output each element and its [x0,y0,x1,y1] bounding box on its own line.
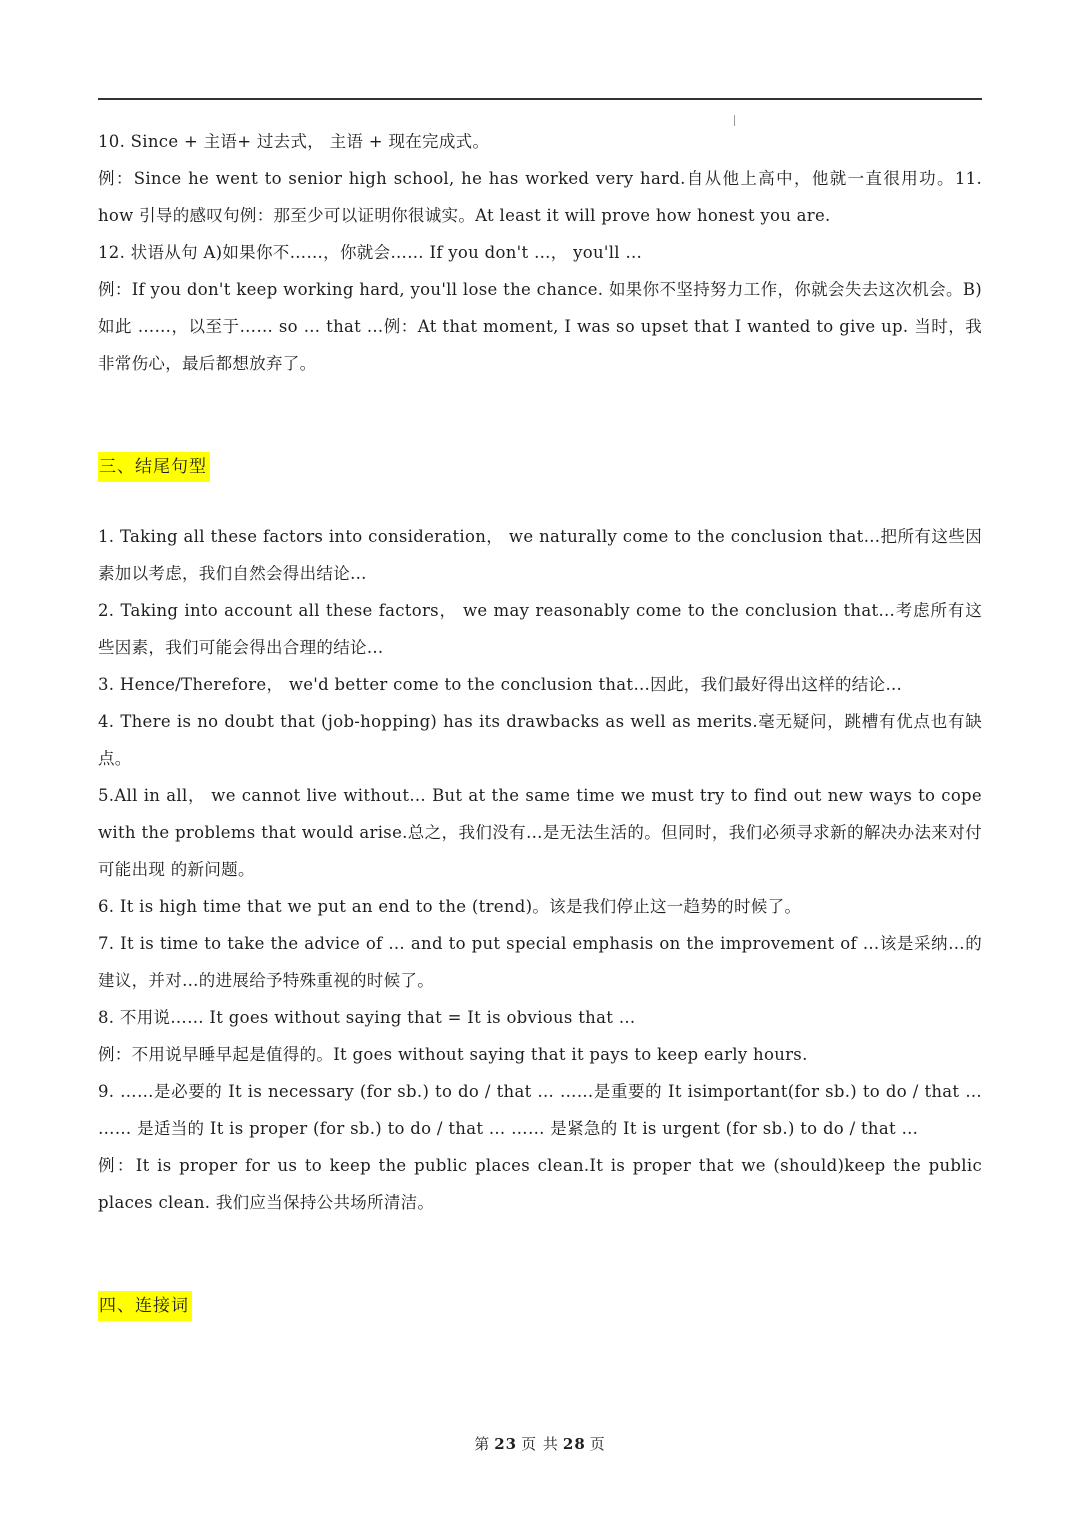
closing-item-9: 9. ……是必要的 It is necessary (for sb.) to do / that … ……是重要的 It isimportant(for sb.) to do / that … …… 是适当的 It is proper (for sb.) to do / that … …… 是紧急的 It is urgent (for sb.) to do / that … [98,1082,982,1138]
top-rule [98,98,982,100]
closing-item-5: 5.All in all， we cannot live without… But at the same time we must try to find out new ways to cope with the problems that would arise.总之，我们没有…是无法生活的。但同时，我们必须寻求新的解决办法来对付可能出现 的新问题。 [98,786,982,879]
closing-item-2: 2. Taking into account all these factors， we may reasonably come to the conclusion that…考虑所有这些因素，我们可能会得出合理的结论… [98,601,982,657]
footer-middle: 页 共 [521,1435,559,1453]
page-footer [0,1433,1080,1454]
closing-sentences-section [98,518,982,1221]
closing-item-8: 8. 不用说…… It goes without saying that = It is obvious that … [98,1008,636,1027]
total-page-count: 28 [562,1435,586,1453]
closing-item-3: 3. Hence/Therefore， we'd better come to the conclusion that…因此，我们最好得出这样的结论… [98,675,903,694]
heading-connectives: 四、连接词 [98,1291,192,1321]
footer-prefix: 第 [474,1435,491,1453]
top-section [98,123,982,382]
footer-suffix: 页 [589,1435,606,1453]
closing-item-6: 6. It is high time that we put an end to the (trend)。该是我们停止这一趋势的时候了。 [98,897,802,916]
paragraph-12-example: 例：If you don't keep working hard, you'll lose the chance. 如果你不坚持努力工作，你就会失去这次机会。B) 如此 ……，以至于…… so … that …例：At that moment, I was so upset that I wanted to give up. 当时，我非常伤心，最后都想放弃了。 [98,280,982,373]
closing-item-4: 4. There is no doubt that (job-hopping) has its drawbacks as well as merits.毫无疑问，跳槽有优点也有缺点。 [98,712,982,768]
closing-item-1: 1. Taking all these factors into consideration， we naturally come to the conclusion that…把所有这些因素加以考虑，我们自然会得出结论… [98,527,982,583]
heading-closing-sentences: 三、结尾句型 [98,452,210,482]
closing-item-9-example: 例：It is proper for us to keep the public places clean.It is proper that we (should)keep the public places clean. 我们应当保持公共场所清洁。 [98,1156,982,1212]
paragraph-10: 10. Since + 主语+ 过去式， 主语 + 现在完成式。 [98,132,490,151]
paragraph-12: 12. 状语从句 A)如果你不……，你就会…… If you don't …， you'll … [98,243,643,262]
closing-item-8-example: 例：不用说早睡早起是值得的。It goes without saying that it pays to keep early hours. [98,1045,808,1064]
closing-item-7: 7. It is time to take the advice of … and to put special emphasis on the improvement of …该是采纳…的建议，并对…的进展给予特殊重视的时候了。 [98,934,982,990]
current-page-number: 23 [494,1435,518,1453]
paragraph-10-11-example: 例：Since he went to senior high school, he has worked very hard.自从他上高中，他就一直很用功。11. how 引导的感叹句例：那至少可以证明你很诚实。At least it will prove how honest you are. [98,169,982,225]
